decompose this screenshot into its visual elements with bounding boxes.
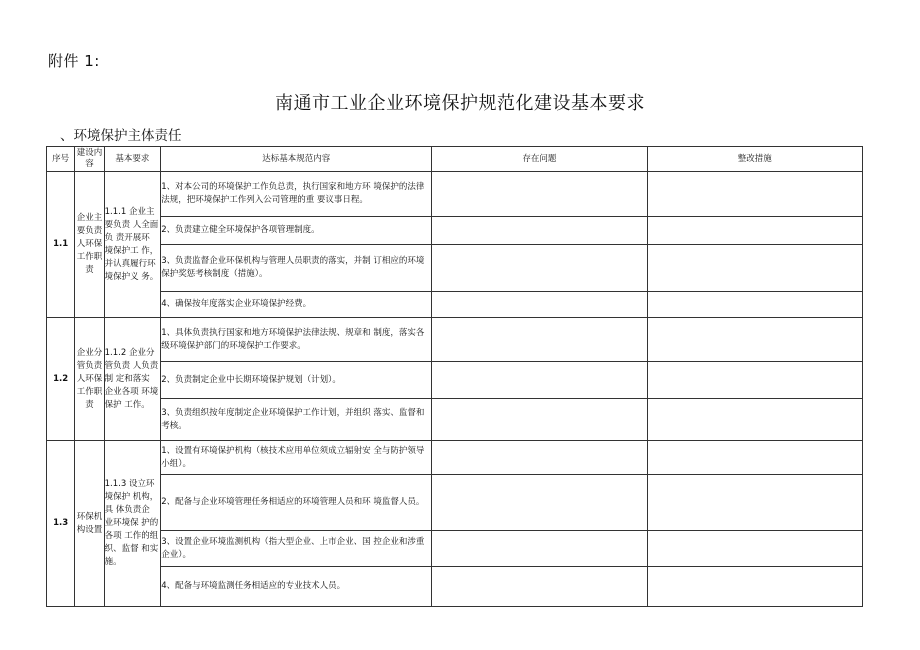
row-basic-requirement: 1.1.2 企业分管负责 人负责制 定和落实 企业各项 环境保护 工作。 xyxy=(104,318,161,441)
table-row xyxy=(47,362,863,399)
row-seq: 1.2 xyxy=(47,318,75,441)
standard-item: 2、负责建立健全环境保护各项管理制度。 xyxy=(161,217,432,245)
table-row xyxy=(47,531,863,567)
issues-cell[interactable] xyxy=(432,441,647,475)
table-row xyxy=(47,292,863,318)
standard-item: 3、设置企业环境监测机构（指大型企业、上市企业、国 控企业和涉重企业）。 xyxy=(161,531,432,567)
header-standard: 达标基本规范内容 xyxy=(161,147,432,172)
rectify-cell[interactable] xyxy=(647,362,862,399)
rectify-cell[interactable] xyxy=(647,441,862,475)
standard-item: 1、具体负责执行国家和地方环境保护法律法规、规章和 制度，落实各级环境保护部门的环境保护工作要求。 xyxy=(161,318,432,362)
header-seq: 序号 xyxy=(47,147,75,172)
header-content: 建设内容 xyxy=(75,147,104,172)
standard-item: 1、设置有环境保护机构（核技术应用单位须成立辐射安 全与防护领导小组）。 xyxy=(161,441,432,475)
table-row xyxy=(47,245,863,292)
standard-item: 1、对本公司的环境保护工作负总责，执行国家和地方环 境保护的法律法规，把环境保护工作列入公司管理的重 要议事日程。 xyxy=(161,172,432,217)
rectify-cell[interactable] xyxy=(647,567,862,607)
issues-cell[interactable] xyxy=(432,362,647,399)
issues-cell[interactable] xyxy=(432,567,647,607)
section-heading: 、环境保护主体责任 xyxy=(60,128,182,144)
standard-item: 2、配备与企业环境管理任务相适应的环境管理人员和环 境监督人员。 xyxy=(161,475,432,531)
table-row xyxy=(47,475,863,531)
document-title: 南通市工业企业环境保护规范化建设基本要求 xyxy=(275,93,645,114)
table-header-row xyxy=(47,147,863,172)
issues-cell[interactable] xyxy=(432,399,647,441)
row-content: 环保机构设置 xyxy=(75,441,104,607)
table-row xyxy=(47,441,863,475)
header-rectify: 整改措施 xyxy=(647,147,862,172)
issues-cell[interactable] xyxy=(432,245,647,292)
header-issues: 存在问题 xyxy=(432,147,647,172)
standard-item: 2、负责制定企业中长期环境保护规划（计划）。 xyxy=(161,362,432,399)
rectify-cell[interactable] xyxy=(647,245,862,292)
rectify-cell[interactable] xyxy=(647,292,862,318)
table-row xyxy=(47,318,863,362)
standard-item: 3、负责组织按年度制定企业环境保护工作计划，并组织 落实、监督和考核。 xyxy=(161,399,432,441)
rectify-cell[interactable] xyxy=(647,531,862,567)
attachment-label: 附件 1: xyxy=(48,52,100,70)
issues-cell[interactable] xyxy=(432,475,647,531)
header-basic: 基本要求 xyxy=(104,147,161,172)
issues-cell[interactable] xyxy=(432,292,647,318)
issues-cell[interactable] xyxy=(432,531,647,567)
standard-item: 4、配备与环境监测任务相适应的专业技术人员。 xyxy=(161,567,432,607)
issues-cell[interactable] xyxy=(432,172,647,217)
row-basic-requirement: 1.1.3 设立环境保护 机构，具 体负责企 业环境保 护的各项 工作的组 织、监督 和实施。 xyxy=(104,441,161,607)
rectify-cell[interactable] xyxy=(647,475,862,531)
table-row xyxy=(47,217,863,245)
rectify-cell[interactable] xyxy=(647,172,862,217)
table-row xyxy=(47,172,863,217)
row-basic-requirement: 1.1.1 企业主要负责 人全面负 责开展环 境保护工 作，并认真履行环 境保护义 务。 xyxy=(104,172,161,318)
rectify-cell[interactable] xyxy=(647,399,862,441)
row-seq: 1.1 xyxy=(47,172,75,318)
standard-item: 3、负责监督企业环保机构与管理人员职责的落实，并制 订相应的环境保护奖惩考核制度（措施）。 xyxy=(161,245,432,292)
requirements-table xyxy=(46,146,863,607)
issues-cell[interactable] xyxy=(432,217,647,245)
rectify-cell[interactable] xyxy=(647,217,862,245)
rectify-cell[interactable] xyxy=(647,318,862,362)
row-content: 企业主要负责人环保工作职责 xyxy=(75,172,104,318)
row-content: 企业分管负责人环保工作职责 xyxy=(75,318,104,441)
standard-item: 4、确保按年度落实企业环境保护经费。 xyxy=(161,292,432,318)
issues-cell[interactable] xyxy=(432,318,647,362)
row-seq: 1.3 xyxy=(47,441,75,607)
table-row xyxy=(47,399,863,441)
table-row xyxy=(47,567,863,607)
